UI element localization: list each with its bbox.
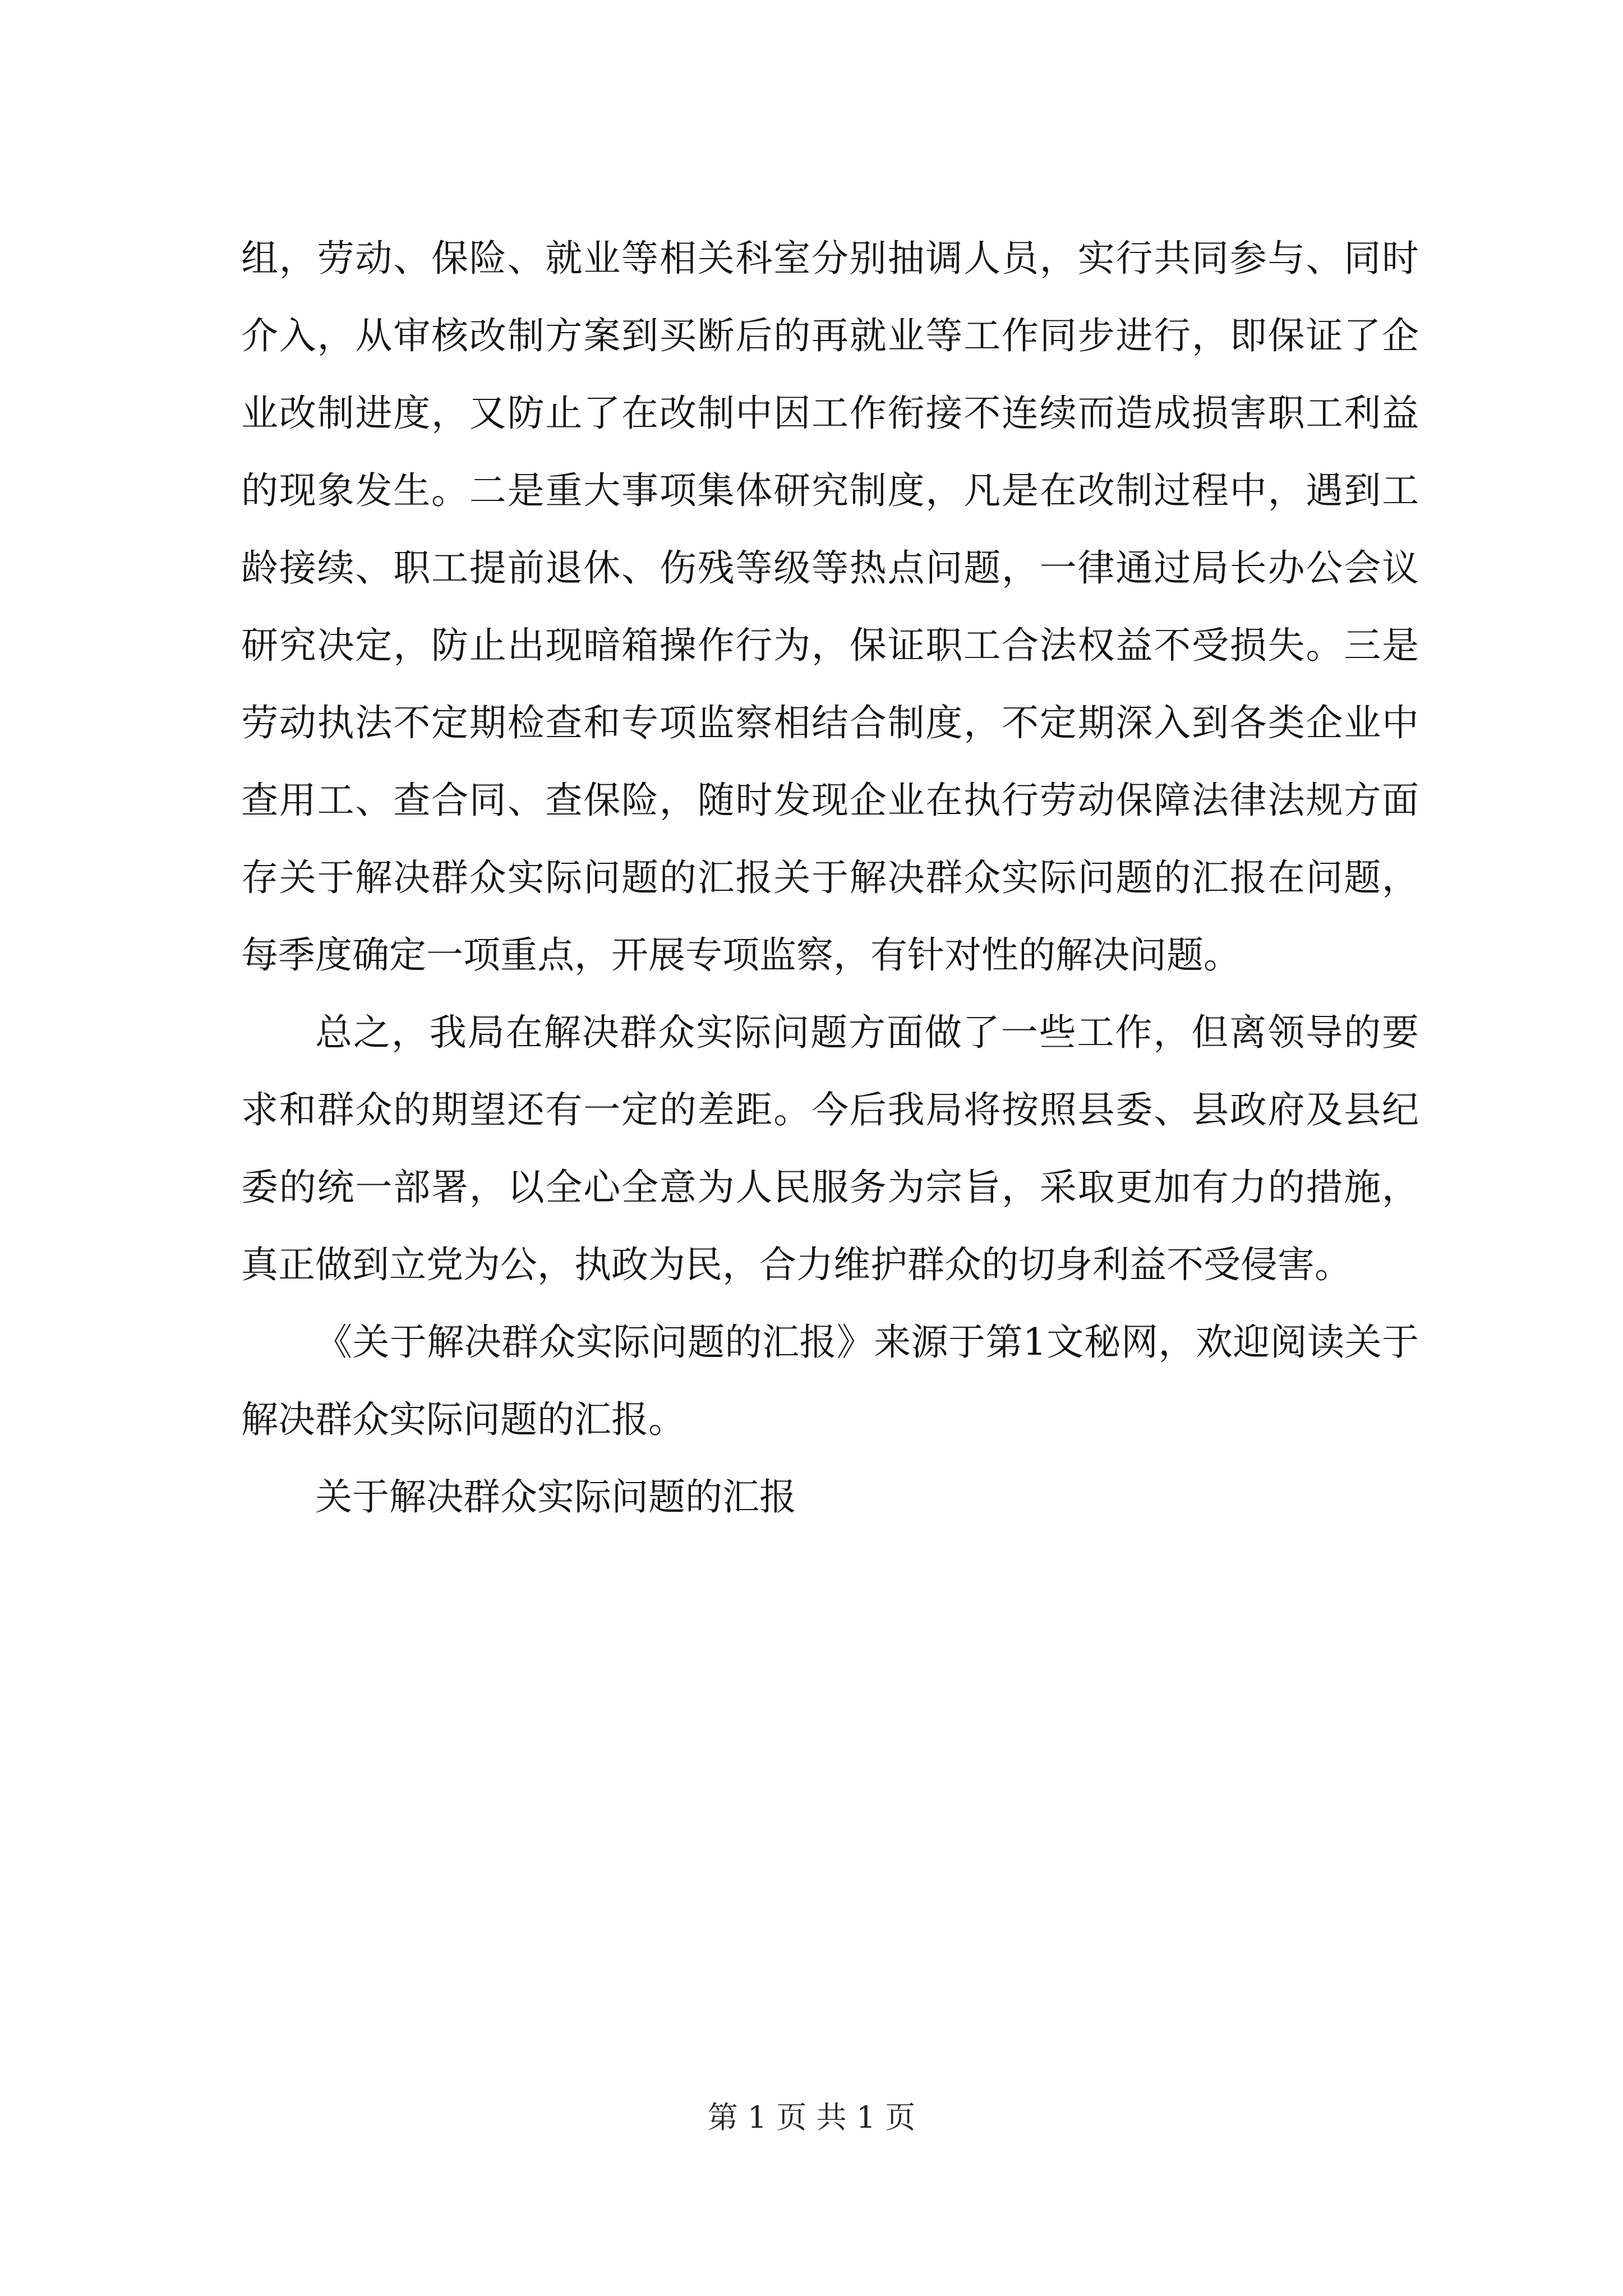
paragraph-source-note: 《关于解决群众实际问题的汇报》来源于第1文秘网，欢迎阅读关于解决群众实际问题的汇报。 xyxy=(241,1320,1419,1441)
page-footer xyxy=(0,2098,1623,2137)
paragraph-title-repeat: 关于解决群众实际问题的汇报 xyxy=(315,1475,796,1519)
paragraph-summary: 总之，我局在解决群众实际问题方面做了一些工作，但离领导的要求和群众的期望还有一定的差距。今后我局将按照县委、县政府及县纪委的统一部署，以全心全意为人民服务为宗旨，采取更加有力的措施，真正做到立党为公，执政为民，合力维护群众的切身利益不受侵害。 xyxy=(241,1011,1419,1286)
paragraph-continuation: 组，劳动、保险、就业等相关科室分别抽调人员，实行共同参与、同时介入，从审核改制方案到买断后的再就业等工作同步进行，即保证了企业改制进度，又防止了在改制中因工作衔接不连续而造成损害职工利益的现象发生。二是重大事项集体研究制度，凡是在改制过程中，遇到工龄接续、职工提前退休、伤残等级等热点问题，一律通过局长办公会议研究决定，防止出现暗箱操作行为，保证职工合法权益不受损失。三是劳动执法不定期检查和专项监察相结合制度，不定期深入到各类企业中查用工、查合同、查保险，随时发现企业在执行劳动保障法律法规方面存关于解决群众实际问题的汇报关于解决群众实际问题的汇报在问题，每季度确定一项重点，开展专项监察，有针对性的解决问题。 xyxy=(241,237,1419,977)
document-body xyxy=(241,220,1419,1536)
page-number-label: 第 1 页 共 1 页 xyxy=(707,2100,916,2135)
